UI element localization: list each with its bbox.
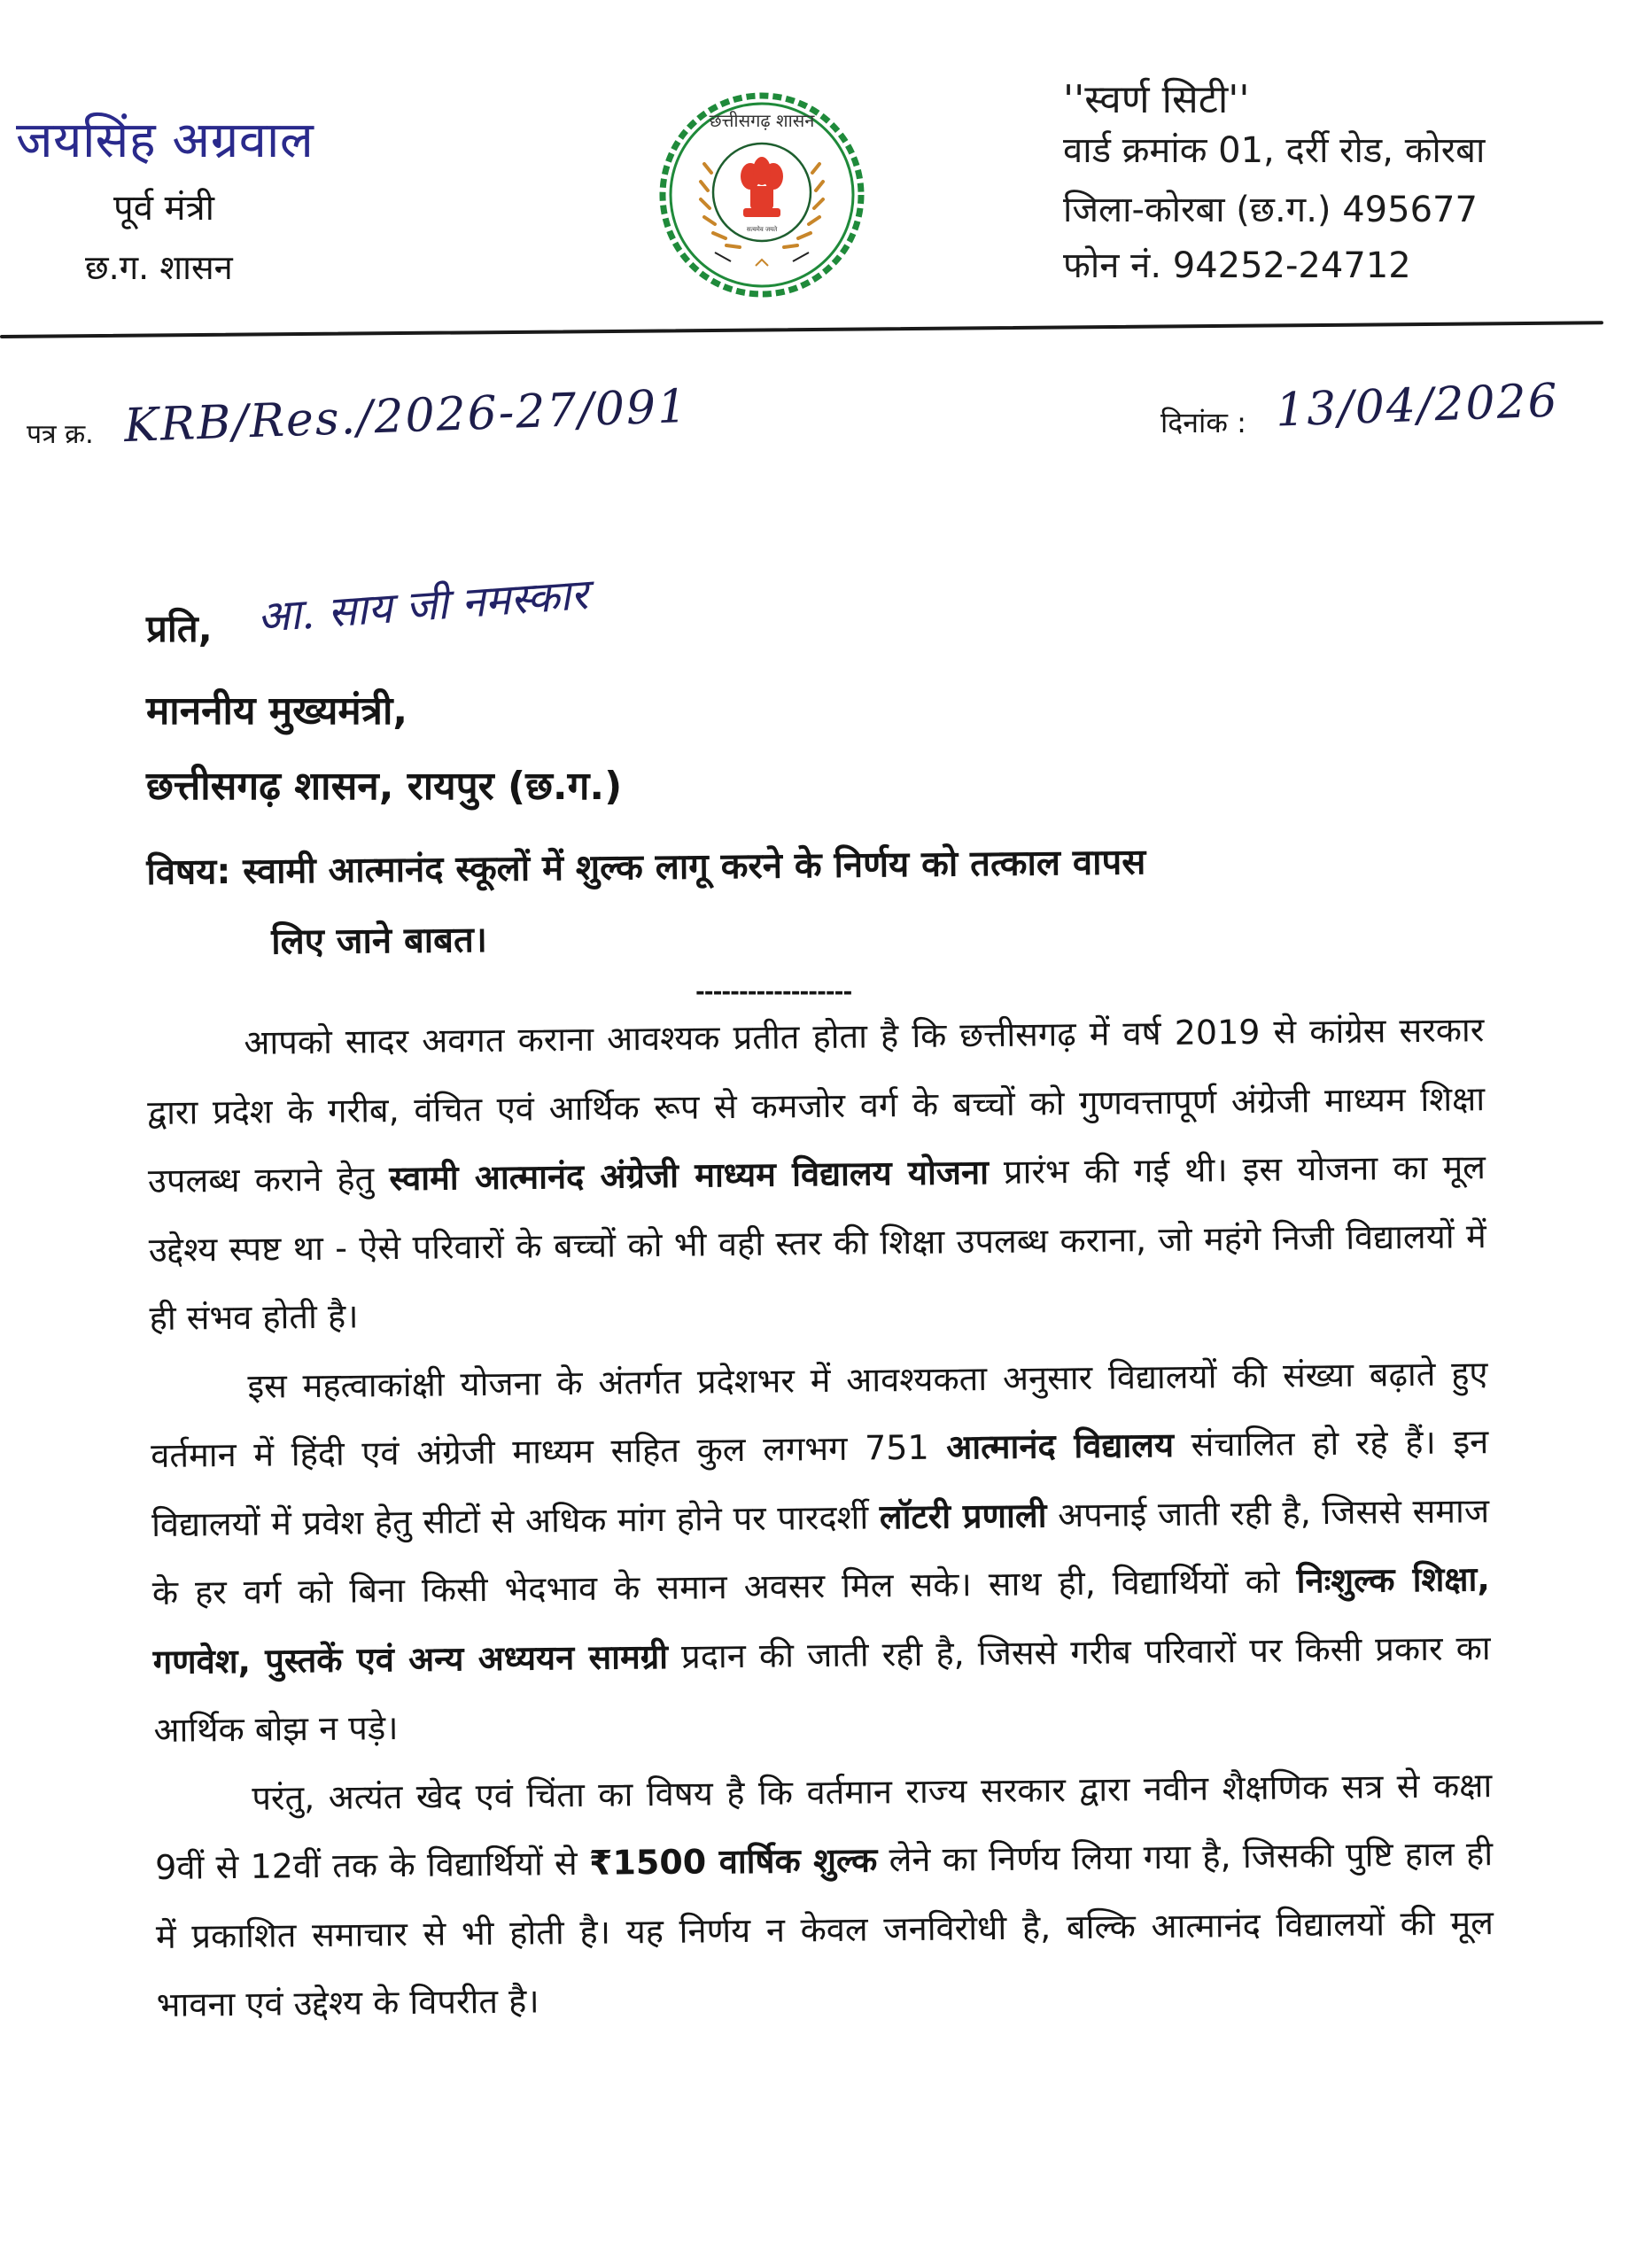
subject-line-1: विषय: स्वामी आत्मानंद स्कूलों में शुल्क लागू करने के निर्णय को तत्काल वापस [146, 842, 1146, 893]
handwritten-greeting: आ. साय जी नमस्कार [255, 570, 590, 642]
sender-name: जयसिंह अग्रवाल [16, 112, 314, 169]
subject-line-2: लिए जाने बाबत। [271, 919, 488, 963]
address-line-1: वार्ड क्रमांक 01, दर्री रोड, कोरबा [1063, 130, 1486, 171]
paragraph-2 [150, 1340, 1492, 1766]
address-line-2: जिला-कोरबा (छ.ग.) 495677 [1063, 190, 1478, 230]
bold-text: निःशुल्क शिक्षा, गणवेश, पुस्तकें एवं अन्य अध्ययन सामग्री [152, 1559, 1491, 1682]
bold-text: ₹1500 वार्षिक शुल्क [588, 1840, 878, 1883]
text: आपको सादर अवगत कराना आवश्यक प्रतीत होता है कि छत्तीसगढ़ में वर्ष 2019 से कांग्रेस सरकार द्वारा प्रदेश के गरीब, वंचित एवं आर्थिक रूप से कमजोर वर्ग के बच्चों को गुणवत्तापूर्ण अंग्रेजी माध्यम शिक्षा उपलब्ध कराने हेतु [146, 1010, 1486, 1200]
sender-government: छ.ग. शासन [85, 248, 233, 287]
address-title: ''स्वर्ण सिटी'' [1063, 77, 1250, 122]
text: अपनाई जाती रही है, जिससे समाज के हर वर्ग को बिना किसी भेदभाव के समान अवसर मिल सके। साथ ही, विद्यार्थियों को [151, 1490, 1490, 1612]
recipient-office: छत्तीसगढ़ शासन, रायपुर (छ.ग.) [146, 764, 623, 809]
to-label: प्रति, [146, 607, 213, 650]
letterhead-divider [0, 321, 1603, 338]
letter-body [146, 996, 1494, 2039]
recipient-designation: माननीय मुख्यमंत्री, [146, 688, 408, 734]
sender-title: पूर्व मंत्री [113, 188, 215, 229]
bold-text: आत्मानंद विद्यालय [946, 1425, 1175, 1467]
text: संचालित हो रहे हैं। इन विद्यालयों में प्रवेश हेतु सीटों से अधिक मांग होने पर पारदर्शी [151, 1422, 1489, 1544]
svg-text:छत्तीसगढ़ शासन: छत्तीसगढ़ शासन [709, 110, 815, 131]
subject [146, 824, 1432, 979]
svg-text:सत्यमेव जयते: सत्यमेव जयते [746, 226, 778, 233]
date-label: दिनांक : [1160, 406, 1246, 439]
text: परंतु, अत्यंत खेद एवं चिंता का विषय है कि वर्तमान राज्य सरकार द्वारा नवीन शैक्षणिक सत्र से कक्षा 9वीं से 12वीं तक के विद्यार्थियों से [154, 1765, 1493, 1887]
letter-date: 13/04/2026 [1275, 374, 1560, 438]
reference-number: KRB/Res./2026-27/091 [123, 379, 690, 454]
text: प्रदान की जाती रही है, जिससे गरीब परिवारों पर किसी प्रकार का आर्थिक बोझ न पड़े। [153, 1627, 1491, 1750]
text: प्रारंभ की गई थी। इस योजना का मूल उद्देश्य स्पष्ट था - ऐसे परिवारों के बच्चों को भी वही स्तर की शिक्षा उपलब्ध कराना, जो महंगे निजी विद्यालयों में ही संभव होती है। [148, 1147, 1486, 1338]
text: इस महत्वाकांक्षी योजना के अंतर्गत प्रदेशभर में आवश्यकता अनुसार विद्यालयों की संख्या बढ़ाते हुए वर्तमान में हिंदी एवं अंग्रेजी माध्यम सहित कुल लगभग 751 [151, 1353, 1488, 1475]
paragraph-1 [146, 996, 1487, 1353]
paragraph-3 [154, 1751, 1494, 2040]
bold-text: स्वामी आत्मानंद अंग्रेजी माध्यम विद्यालय योजना [389, 1153, 990, 1199]
text: लेने का निर्णय लिया गया है, जिसकी पुष्टि हाल ही में प्रकाशित समाचार से भी होती है। यह निर्णय न केवल जनविरोधी है, बल्कि आत्मानंद विद्यालयों की मूल भावना एवं उद्देश्य के विपरीत है। [155, 1834, 1494, 2024]
government-emblem-icon [651, 84, 873, 306]
bold-text: लॉटरी प्रणाली [879, 1495, 1047, 1536]
phone-number: फोन नं. 94252-24712 [1063, 245, 1411, 286]
subject-divider: ------------------ [695, 979, 852, 1006]
reference-label: पत्र क्र. [27, 419, 94, 450]
